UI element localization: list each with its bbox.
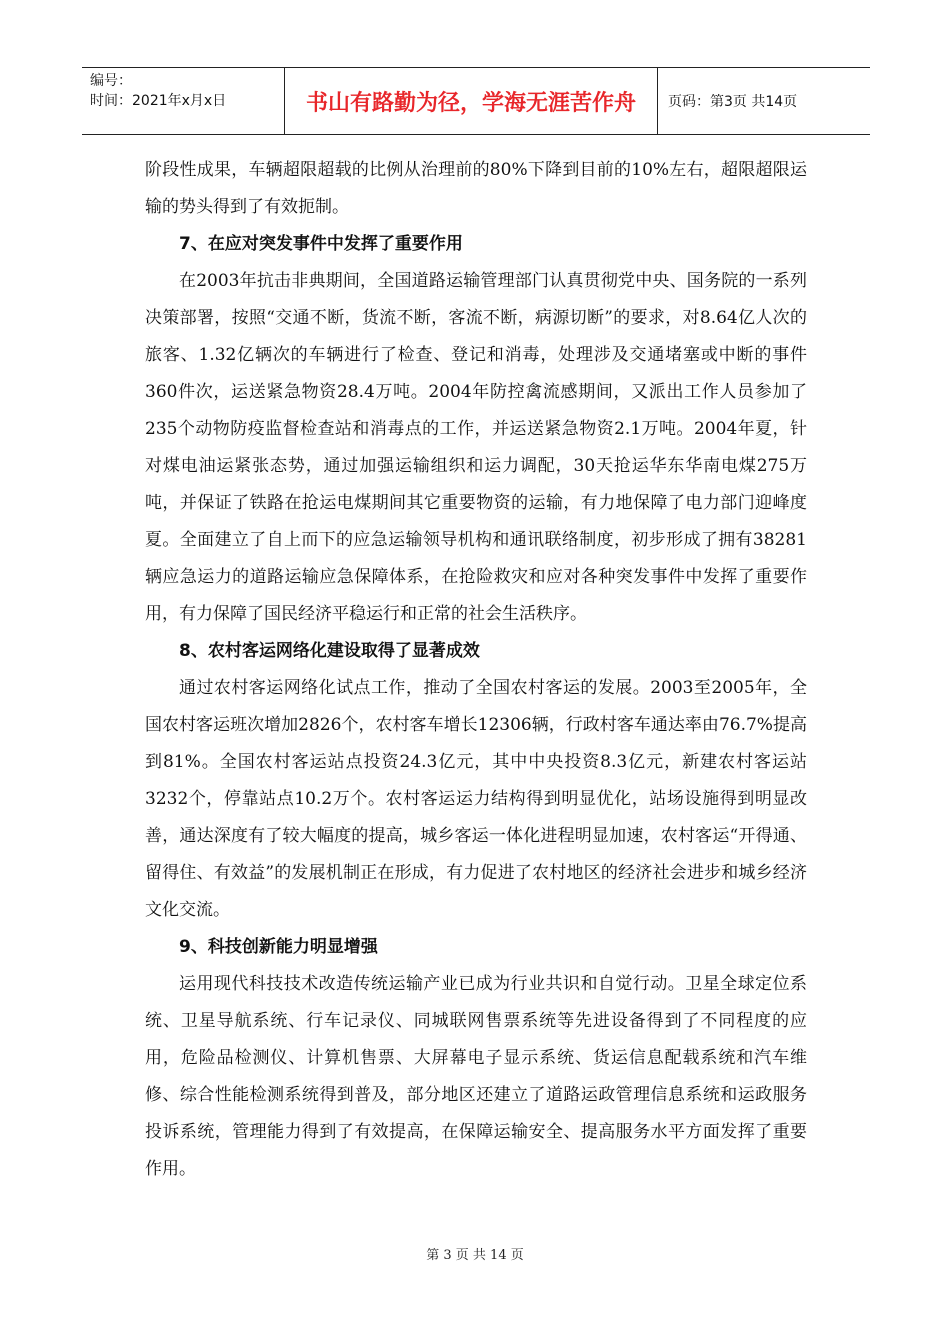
header-motto xyxy=(284,68,658,134)
section-heading-7: 7、在应对突发事件中发挥了重要作用 xyxy=(179,234,463,254)
paragraph-section-8: 通过农村客运网络化试点工作，推动了全国农村客运的发展。2003至2005年，全国农村客运班次增加2826个，农村客车增长12306辆，行政村客车通达率由76.7%提高到81%。全国农村客运站点投资24.3亿元，其中中央投资8.3亿元，新建农村客运站3232个，停靠站点10.2万个。农村客运运力结构得到明显优化，站场设施得到明显改善，通达深度有了较大幅度的提高，城乡客运一体化进程明显加速，农村客运“开得通、留得住、有效益”的发展机制正在形成，有力促进了农村地区的经济社会进步和城乡经济文化交流。 xyxy=(145,678,807,920)
page-label: 页码：第3页 共14页 xyxy=(668,94,798,110)
page-footer: 第 3 页 共 14 页 xyxy=(426,1248,524,1263)
section-heading-9: 9、科技创新能力明显增强 xyxy=(179,937,378,957)
page-header xyxy=(82,67,870,135)
document-body xyxy=(145,152,807,1188)
paragraph-continuation: 阶段性成果，车辆超限超载的比例从治理前的80%下降到目前的10%左右，超限超限运输的势头得到了有效扼制。 xyxy=(145,160,807,217)
header-page-info xyxy=(658,68,870,134)
motto-text: 书山有路勤为径，学海无涯苦作舟 xyxy=(305,90,636,116)
paragraph-section-9: 运用现代科技技术改造传统运输产业已成为行业共识和自觉行动。卫星全球定位系统、卫星导航系统、行车记录仪、同城联网售票系统等先进设备得到了不同程度的应用，危险品检测仪、计算机售票、大屏幕电子显示系统、货运信息配载系统和汽车维修、综合性能检测系统得到普及，部分地区还建立了道路运政管理信息系统和运政服务投诉系统，管理能力得到了有效提高，在保障运输安全、提高服务水平方面发挥了重要作用。 xyxy=(145,974,807,1179)
header-meta xyxy=(82,68,284,134)
paragraph-section-7: 在2003年抗击非典期间，全国道路运输管理部门认真贯彻党中央、国务院的一系列决策部署，按照“交通不断，货流不断，客流不断，病源切断”的要求，对8.64亿人次的旅客、1.32亿辆次的车辆进行了检查、登记和消毒，处理涉及交通堵塞或中断的事件360件次，运送紧急物资28.4万吨。2004年防控禽流感期间，又派出工作人员参加了235个动物防疫监督检查站和消毒点的工作，并运送紧急物资2.1万吨。2004年夏，针对煤电油运紧张态势，通过加强运输组织和运力调配，30天抢运华东华南电煤275万吨，并保证了铁路在抢运电煤期间其它重要物资的运输，有力地保障了电力部门迎峰度夏。全面建立了自上而下的应急运输领导机构和通讯联络制度，初步形成了拥有38281辆应急运力的道路运输应急保障体系，在抢险救灾和应对各种突发事件中发挥了重要作用，有力保障了国民经济平稳运行和正常的社会生活秩序。 xyxy=(145,271,807,624)
date-label: 时间：2021年x月x日 xyxy=(90,93,227,109)
section-heading-8: 8、农村客运网络化建设取得了显著成效 xyxy=(179,641,480,661)
number-label: 编号： xyxy=(90,73,132,89)
